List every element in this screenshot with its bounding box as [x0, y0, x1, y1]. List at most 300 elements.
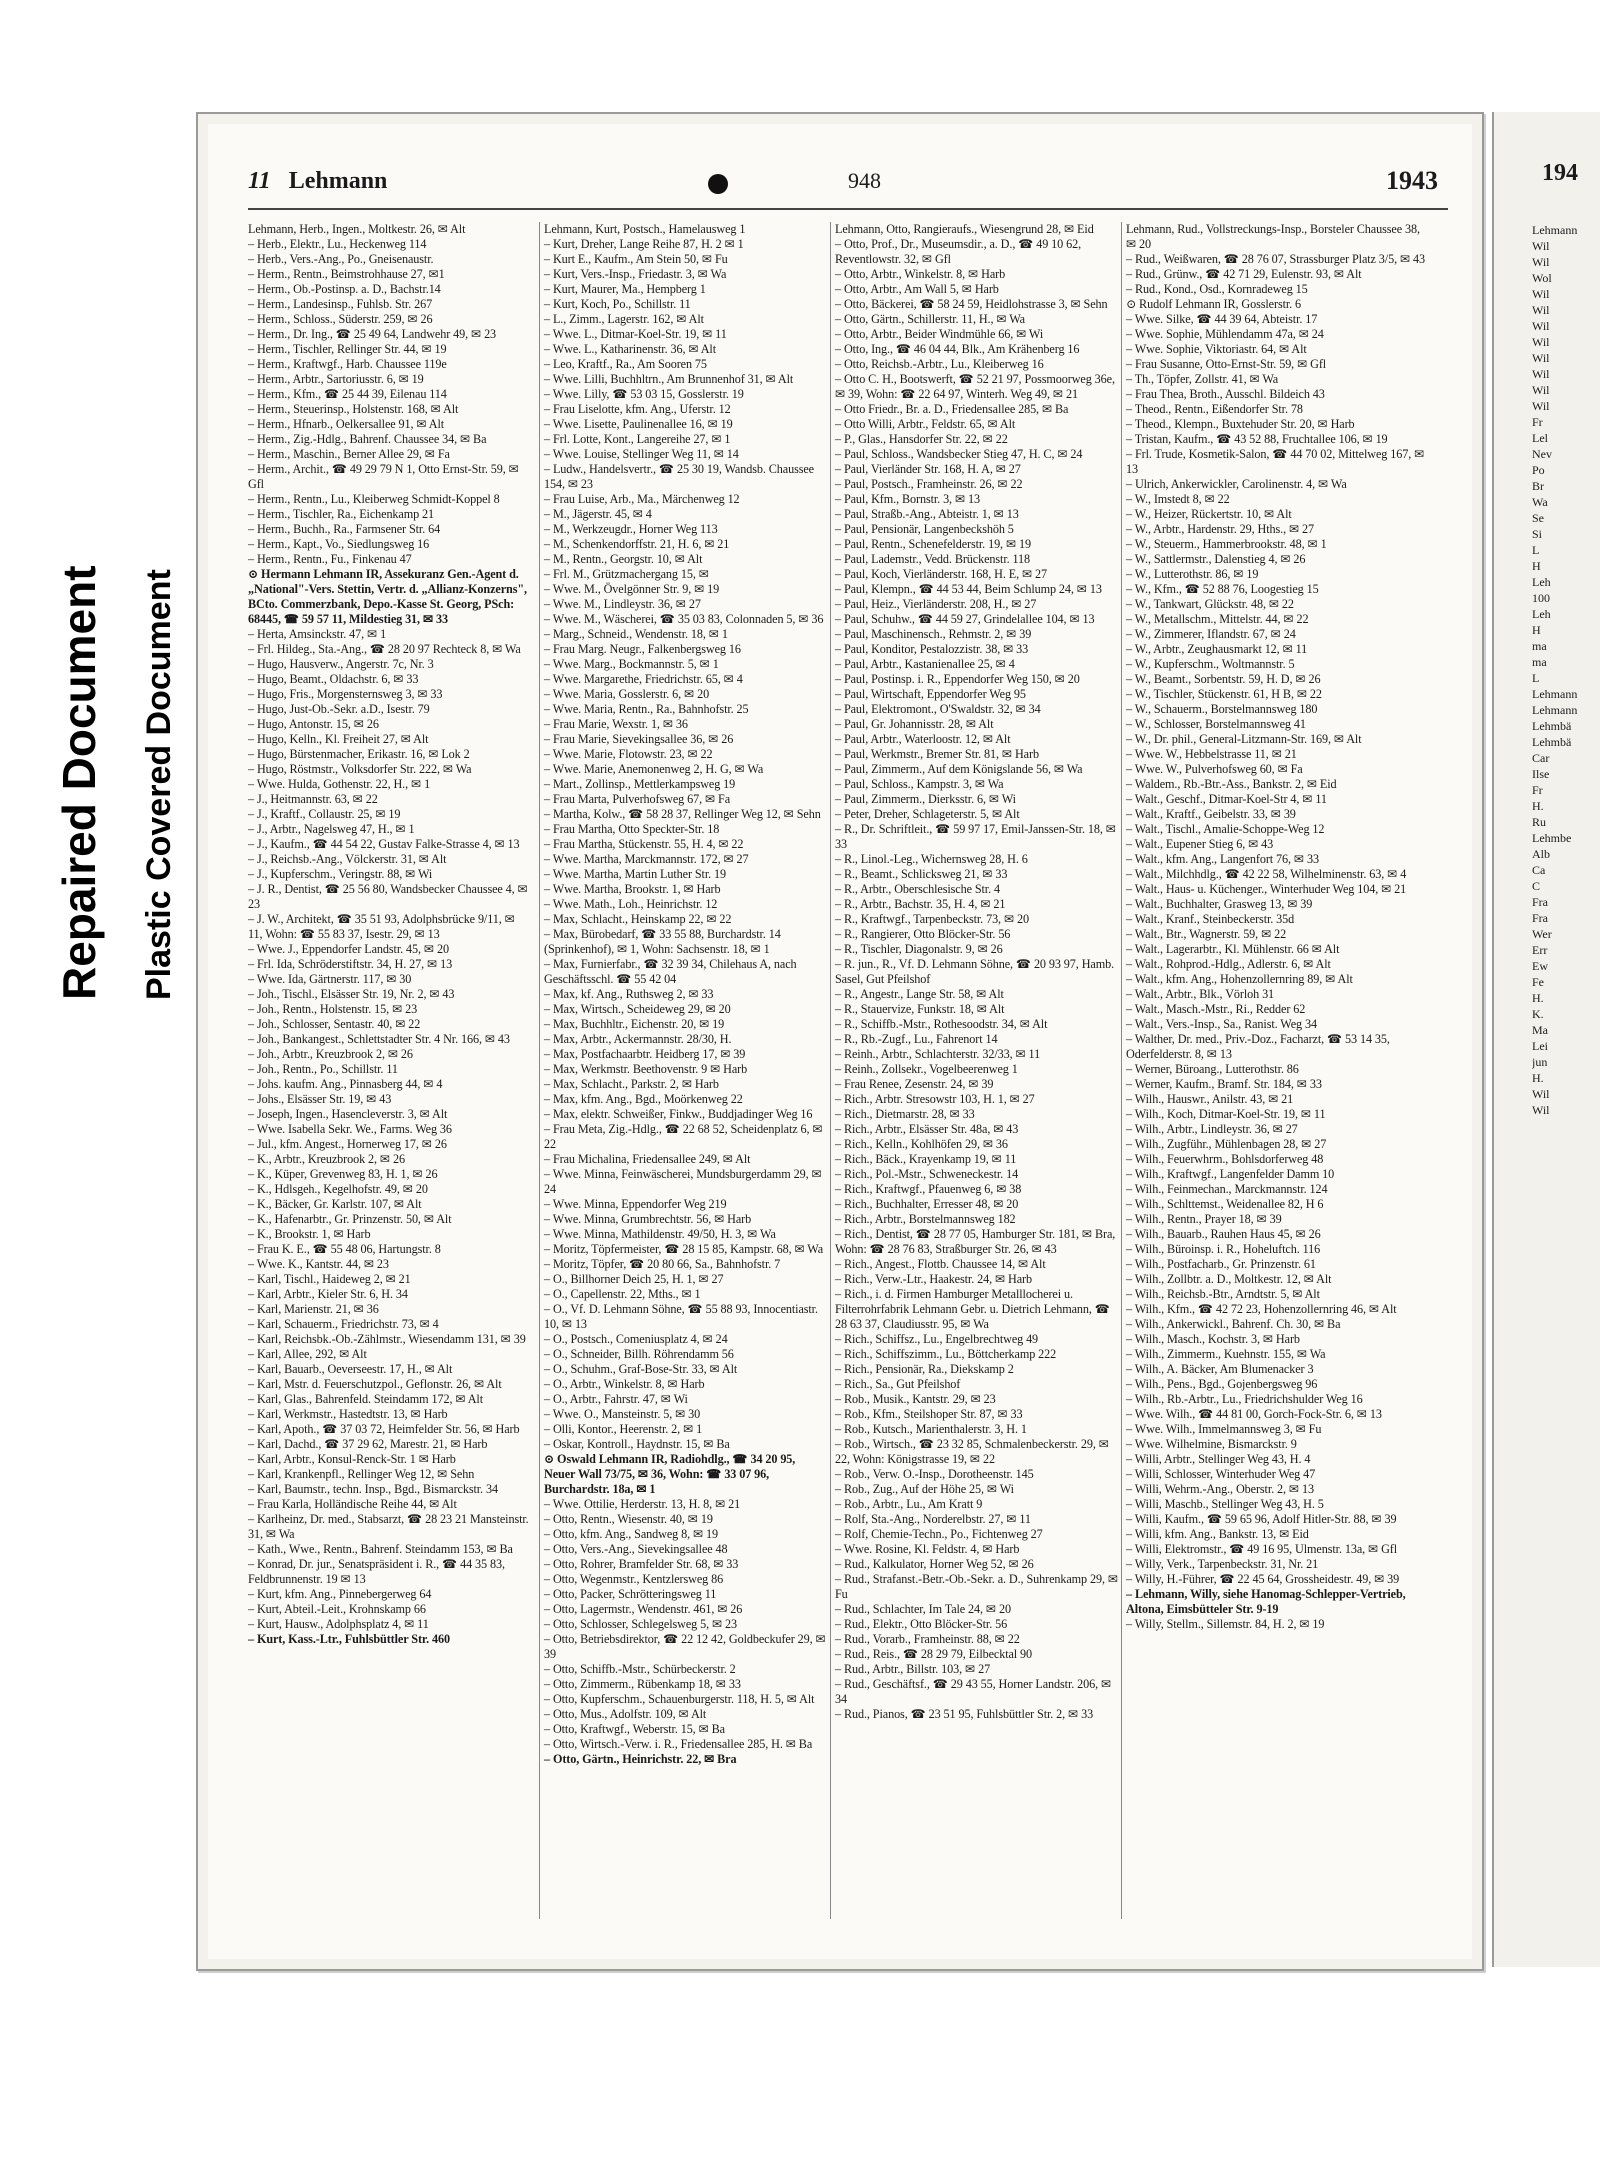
directory-entry: – W., Sattlermstr., Dalenstieg 4, ✉ 26	[1126, 552, 1306, 566]
adjacent-page-line: Wa	[1532, 495, 1548, 509]
directory-entry: – Joh., Bankangest., Schlettstadter Str. 4 Nr. 166, ✉ 43	[248, 1032, 510, 1046]
directory-entry: – Otto, Rohrer, Bramfelder Str. 68, ✉ 33	[544, 1557, 739, 1571]
directory-entry: – Max, elektr. Schweißer, Finkw., Buddjadinger Weg 16	[544, 1107, 813, 1121]
directory-entry: – Wwe. Wilh., ☎ 44 81 00, Gorch-Fock-Str. 6, ✉ 13	[1126, 1407, 1382, 1421]
directory-entry: – Kurt, Vers.-Insp., Friedastr. 3, ✉ Wa	[544, 267, 727, 281]
directory-entry: – Wwe. W., Pulverhofsweg 60, ✉ Fa	[1126, 762, 1303, 776]
directory-entry: – Otto, Schlosser, Schlegelsweg 5, ✉ 23	[544, 1617, 738, 1631]
directory-entry: – O., Schneider, Billh. Röhrendamm 56	[544, 1347, 734, 1361]
directory-entry: – Paul, Pensionär, Langenbeckshöh 5	[835, 522, 1014, 536]
directory-entry: – Otto, Zimmerm., Rübenkamp 18, ✉ 33	[544, 1677, 741, 1691]
directory-entry: – Wilh., Pens., Bgd., Gojenbergsweg 96	[1126, 1377, 1318, 1391]
directory-entry: – R., Arbtr., Oberschlesische Str. 4	[835, 882, 1000, 896]
directory-entry: – Waldem., Rb.-Btr.-Ass., Bankstr. 2, ✉ Eid	[1126, 777, 1337, 791]
directory-entry: – L., Zimm., Lagerstr. 162, ✉ Alt	[544, 312, 704, 326]
directory-entry: – Rich., Dietmarstr. 28, ✉ 33	[835, 1107, 975, 1121]
directory-entry: – Jul., kfm. Angest., Hornerweg 17, ✉ 26	[248, 1137, 447, 1151]
directory-entry: Lehmann, Rud., Vollstreckungs-Insp., Borsteler Chaussee 38, ✉ 20	[1126, 222, 1420, 251]
directory-entry: – Rud., Grünw., ☎ 42 71 29, Eulenstr. 93, ✉ Alt	[1126, 267, 1362, 281]
directory-entry: – Walt., Masch.-Mstr., Ri., Redder 62	[1126, 1002, 1306, 1016]
adjacent-page-line: L	[1532, 671, 1540, 685]
directory-entry: – M., Rentn., Georgstr. 10, ✉ Alt	[544, 552, 703, 566]
directory-entry: – Otto, Wegenmstr., Kentzlersweg 86	[544, 1572, 724, 1586]
directory-entry: – Marg., Schneid., Wendenstr. 18, ✉ 1	[544, 627, 728, 641]
directory-entry: – Karl, Werkmstr., Hastedtstr. 13, ✉ Harb	[248, 1407, 448, 1421]
directory-entry: – Paul, Straßb.-Ang., Abteistr. 1, ✉ 13	[835, 507, 1019, 521]
page-number: 948	[848, 168, 881, 193]
directory-entry: – W., Heizer, Rückertstr. 10, ✉ Alt	[1126, 507, 1292, 521]
directory-entry: – Joh., Arbtr., Kreuzbrook 2, ✉ 26	[248, 1047, 413, 1061]
directory-entry: – Karl, Schauerm., Friedrichstr. 73, ✉ 4	[248, 1317, 439, 1331]
adjacent-page-line: Fr	[1532, 783, 1543, 797]
adjacent-page-line: Wil	[1532, 383, 1550, 397]
directory-entry: – Herta, Amsinckstr. 47, ✉ 1	[248, 627, 387, 641]
directory-entry: – Frau Liselotte, kfm. Ang., Uferstr. 12	[544, 402, 731, 416]
directory-entry: ⊙ Rudolf Lehmann IR, Gosslerstr. 6	[1126, 297, 1302, 311]
directory-entry: – Frau Marie, Wexstr. 1, ✉ 36	[544, 717, 688, 731]
adjacent-page-line: Lehmbä	[1532, 735, 1572, 749]
directory-entry: – Wwe. Martha, Brookstr. 1, ✉ Harb	[544, 882, 721, 896]
adjacent-page-line: H.	[1532, 991, 1544, 1005]
directory-entry: – Otto, Gärtn., Heinrichstr. 22, ✉ Bra	[544, 1752, 737, 1766]
directory-entry: – Frau Thea, Broth., Ausschl. Bildeich 43	[1126, 387, 1325, 401]
directory-entry: – Paul, Rentn., Schenefelderstr. 19, ✉ 19	[835, 537, 1031, 551]
adjacent-page-line: H.	[1532, 799, 1544, 813]
directory-entry: – R., Kraftwgf., Tarpenbeckstr. 73, ✉ 20	[835, 912, 1029, 926]
directory-entry: – Leo, Kraftf., Ra., Am Sooren 75	[544, 357, 707, 371]
directory-entry: – Willi, Kaufm., ☎ 59 65 96, Adolf Hitler-Str. 88, ✉ 39	[1126, 1512, 1397, 1526]
directory-entry: – Rud., Strafanst.-Betr.-Ob.-Sekr. a. D., Suhrenkamp 29, ✉ Fu	[835, 1572, 1118, 1601]
directory-entry: – Otto, Arbtr., Winkelstr. 8, ✉ Harb	[835, 267, 1006, 281]
adjacent-page-line: Wil	[1532, 239, 1550, 253]
scanned-page	[196, 112, 1484, 1971]
directory-entry: – Rud., Schlachter, Im Tale 24, ✉ 20	[835, 1602, 1011, 1616]
directory-entry: – Max, Schlacht., Parkstr. 2, ✉ Harb	[544, 1077, 719, 1091]
adjacent-page-line: Wer	[1532, 927, 1552, 941]
directory-entry: – Wwe. Minna, Mathildenstr. 49/50, H. 3, ✉ Wa	[544, 1227, 776, 1241]
directory-entry: – Otto, Arbtr., Beider Windmühle 66, ✉ Wi	[835, 327, 1044, 341]
adjacent-page-line: Si	[1532, 527, 1543, 541]
directory-entry: – Otto, Ing., ☎ 46 04 44, Blk., Am Krähenberg 16	[835, 342, 1080, 356]
directory-entry: – O., Billhorner Deich 25, H. 1, ✉ 27	[544, 1272, 724, 1286]
directory-entry: – Wilh., Arbtr., Lindleystr. 36, ✉ 27	[1126, 1122, 1298, 1136]
directory-entry: – Hugo, Beamt., Oldachstr. 6, ✉ 33	[248, 672, 419, 686]
directory-entry: – Max, Arbtr., Ackermannstr. 28/30, H.	[544, 1032, 732, 1046]
directory-entry: – Wwe. Ida, Gärtnerstr. 117, ✉ 30	[248, 972, 412, 986]
directory-entry: – J., Kaufm., ☎ 44 54 22, Gustav Falke-Strasse 4, ✉ 13	[248, 837, 520, 851]
directory-entry: – Rud., Reis., ☎ 28 29 79, Eilbecktal 90	[835, 1647, 1033, 1661]
directory-entry: – Rich., Kelln., Kohlhöfen 29, ✉ 36	[835, 1137, 1008, 1151]
directory-entry: – Wwe. Math., Loh., Heinrichstr. 12	[544, 897, 718, 911]
directory-entry: – Rich., i. d. Firmen Hamburger Metalllocherei u. Filterrohrfabrik Lehmann Gebr. u. Dietrich Lehmann, ☎ 28 63 37, Claudiusstr. 95, ✉ Wa	[835, 1287, 1110, 1331]
directory-entry: – J., Heitmannstr. 63, ✉ 22	[248, 792, 378, 806]
directory-entry: – Otto, Packer, Schrötteringsweg 11	[544, 1587, 717, 1601]
directory-entry: – Walt., Arbtr., Blk., Vörloh 31	[1126, 987, 1275, 1001]
adjacent-page-line: Fra	[1532, 911, 1548, 925]
directory-entry: – Karl, Dachd., ☎ 37 29 62, Marestr. 21, ✉ Harb	[248, 1437, 488, 1451]
directory-entry: – W., Arbtr., Hardenstr. 29, Hths., ✉ 27	[1126, 522, 1315, 536]
directory-entry: – Otto C. H., Bootswerft, ☎ 52 21 97, Possmoorweg 36e, ✉ 39, Wohn: ☎ 22 64 97, Winterh. Weg 49, ✉ 21	[835, 372, 1115, 401]
adjacent-page-year: 194	[1542, 160, 1578, 186]
directory-entry: – Frl. Trude, Kosmetik-Salon, ☎ 44 70 02, Mittelweg 167, ✉ 13	[1126, 447, 1425, 476]
directory-entry: – Wwe. Lisette, Paulinenallee 16, ✉ 19	[544, 417, 733, 431]
directory-entry: – Herb., Vers.-Ang., Po., Gneisenaustr.	[248, 252, 434, 266]
directory-entry: – Wwe. Marg., Bockmannstr. 5, ✉ 1	[544, 657, 719, 671]
directory-entry: – Herb., Elektr., Lu., Heckenweg 114	[248, 237, 427, 251]
section-number: 11	[248, 168, 271, 194]
adjacent-page-line: Lehmbe	[1532, 831, 1572, 845]
directory-entry: – Rich., Schiffsz., Lu., Engelbrechtweg 49	[835, 1332, 1039, 1346]
directory-entry: – Wwe. Louise, Stellinger Weg 11, ✉ 14	[544, 447, 739, 461]
directory-entry: – Willi, Arbtr., Stellinger Weg 43, H. 4	[1126, 1452, 1311, 1466]
directory-entry: – Wilh., Schlttemst., Weidenallee 82, H 6	[1126, 1197, 1324, 1211]
directory-entry: – Herm., Dr. Ing., ☎ 25 49 64, Landwehr 49, ✉ 23	[248, 327, 497, 341]
adjacent-page-line: Po	[1532, 463, 1545, 477]
directory-entry: – Frau Renee, Zesenstr. 24, ✉ 39	[835, 1077, 994, 1091]
adjacent-page-line: Wil	[1532, 319, 1550, 333]
directory-entry: – Wwe. Rosine, Kl. Feldstr. 4, ✉ Harb	[835, 1542, 1020, 1556]
directory-entry: – Johs. kaufm. Ang., Pinnasberg 44, ✉ 4	[248, 1077, 443, 1091]
directory-entry: – Reinh., Zollsekr., Vogelbeerenweg 1	[835, 1062, 1018, 1076]
directory-entry: ⊙ Oswald Lehmann IR, Radiohdlg., ☎ 34 20 95, Neuer Wall 73/75, ✉ 36, Wohn: ☎ 33 07 96, Burchardstr. 18a, ✉ 1	[544, 1452, 796, 1496]
directory-entry: – Karl, Tischl., Haideweg 2, ✉ 21	[248, 1272, 411, 1286]
directory-entry: – O., Arbtr., Winkelstr. 8, ✉ Harb	[544, 1377, 705, 1391]
adjacent-page-line: Wil	[1532, 367, 1550, 381]
directory-entry: – R., Schiffb.-Mstr., Rothesoodstr. 34, ✉ Alt	[835, 1017, 1048, 1031]
directory-column-2	[539, 222, 827, 1919]
year: 1943	[1386, 166, 1438, 195]
directory-entry: – Wwe. Marie, Flotowstr. 23, ✉ 22	[544, 747, 713, 761]
directory-entry: – Wwe. M., Wäscherei, ☎ 35 03 83, Colonnaden 5, ✉ 36	[544, 612, 824, 626]
directory-entry: – W., Kupferschm., Woltmannstr. 5	[1126, 657, 1295, 671]
directory-entry: – R., Dr. Schriftleit., ☎ 59 97 17, Emil-Janssen-Str. 18, ✉ 33	[835, 822, 1116, 851]
directory-entry: – Willi, Wehrm.-Ang., Oberstr. 2, ✉ 13	[1126, 1482, 1314, 1496]
directory-entry: – Herm., Ob.-Postinsp. a. D., Bachstr.14	[248, 282, 441, 296]
directory-entry: – Wwe. M., Övelgönner Str. 9, ✉ 19	[544, 582, 720, 596]
directory-entry: – Otto, Arbtr., Am Wall 5, ✉ Harb	[835, 282, 999, 296]
directory-entry: – Frau Karla, Holländische Reihe 44, ✉ Alt	[248, 1497, 457, 1511]
directory-entry: – Herm., Steuerinsp., Holstenstr. 168, ✉ Alt	[248, 402, 459, 416]
directory-entry: – Wilh., Kraftwgf., Langenfelder Damm 10	[1126, 1167, 1335, 1181]
directory-entry: – Rolf, Sta.-Ang., Norderelbstr. 27, ✉ 11	[835, 1512, 1031, 1526]
adjacent-page-line: Wil	[1532, 303, 1550, 317]
directory-entry: – Rob., Verw. O.-Insp., Dorotheenstr. 145	[835, 1467, 1034, 1481]
directory-entry: – Herm., Schloss., Süderstr. 259, ✉ 26	[248, 312, 433, 326]
directory-entry: – Tristan, Kaufm., ☎ 43 52 88, Fruchtallee 106, ✉ 19	[1126, 432, 1388, 446]
adjacent-page-line: ma	[1532, 655, 1547, 669]
directory-entry: – W., Steuerm., Hammerbrookstr. 48, ✉ 1	[1126, 537, 1327, 551]
adjacent-page-line: Err	[1532, 943, 1548, 957]
directory-entry: – Herm., Rentn., Lu., Kleiberweg Schmidt-Koppel 8	[248, 492, 500, 506]
adjacent-page-line: Lehmbä	[1532, 719, 1572, 733]
directory-entry: – Joh., Rentn., Holstenstr. 15, ✉ 23	[248, 1002, 418, 1016]
directory-entry: – Paul, Schloss., Wandsbecker Stieg 47, H. C, ✉ 24	[835, 447, 1083, 461]
directory-entry: – Wwe. O., Mansteinstr. 5, ✉ 30	[544, 1407, 701, 1421]
directory-entry: – W., Arbtr., Zeughausmarkt 12, ✉ 11	[1126, 642, 1308, 656]
directory-entry: – Herm., Zig.-Hdlg., Bahrenf. Chaussee 34, ✉ Ba	[248, 432, 487, 446]
directory-entry: – Wwe. Silke, ☎ 44 39 64, Abteistr. 17	[1126, 312, 1318, 326]
directory-entry: – R. jun., R., Vf. D. Lehmann Söhne, ☎ 20 93 97, Hamb. Sasel, Gut Pfeilshof	[835, 957, 1115, 986]
directory-entry: – W., Imstedt 8, ✉ 22	[1126, 492, 1230, 506]
adjacent-page-line: Leh	[1532, 575, 1551, 589]
adjacent-page-line: Wil	[1532, 255, 1550, 269]
directory-entry: – W., Beamt., Sorbentstr. 59, H. D, ✉ 26	[1126, 672, 1321, 686]
directory-entry: – Wwe. Maria, Rentn., Ra., Bahnhofstr. 25	[544, 702, 749, 716]
directory-entry: – Otto, Kupferschm., Schauenburgerstr. 118, H. 5, ✉ Alt	[544, 1692, 815, 1706]
directory-entry: – Willy, Stellm., Sillemstr. 84, H. 2, ✉ 19	[1126, 1617, 1325, 1631]
directory-entry: – Wilh., Rentn., Prayer 18, ✉ 39	[1126, 1212, 1282, 1226]
directory-entry: – Joh., Rentn., Po., Schillstr. 11	[248, 1062, 398, 1076]
directory-entry: – Rob., Musik., Kantstr. 29, ✉ 23	[835, 1392, 996, 1406]
directory-entry: – Rich., Sa., Gut Pfeilshof	[835, 1377, 961, 1391]
page-content	[208, 124, 1472, 1959]
directory-entry: – Frau Meta, Zig.-Hdlg., ☎ 22 68 52, Scheidenplatz 6, ✉ 22	[544, 1122, 823, 1151]
directory-entry: – Wilh., Reichsb.-Btr., Arndtstr. 5, ✉ Alt	[1126, 1287, 1320, 1301]
directory-entry: – Otto, Prof., Dr., Museumsdir., a. D., ☎ 49 10 62, Reventlowstr. 32, ✉ Gfl	[835, 237, 1082, 266]
directory-entry: – Karl, Bauarb., Oeverseestr. 17, H., ✉ Alt	[248, 1362, 453, 1376]
directory-entry: – Walt., Btr., Wagnerstr. 59, ✉ 22	[1126, 927, 1287, 941]
directory-entry: – Kurt E., Kaufm., Am Stein 50, ✉ Fu	[544, 252, 728, 266]
directory-entry: – Frau Luise, Arb., Ma., Märchenweg 12	[544, 492, 740, 506]
directory-entry: – W., Schlosser, Borstelmannsweg 41	[1126, 717, 1306, 731]
directory-entry: – Rob., Kutsch., Marienthalerstr. 3, H. 1	[835, 1422, 1027, 1436]
directory-entry: – Kurt, Kass.-Ltr., Fuhlsbüttler Str. 460	[248, 1632, 450, 1646]
directory-entry: – Frl. M., Grützmachergang 15, ✉	[544, 567, 709, 581]
directory-entry: – Kurt, Dreher, Lange Reihe 87, H. 2 ✉ 1	[544, 237, 744, 251]
directory-entry: – Paul, Arbtr., Waterloostr. 12, ✉ Alt	[835, 732, 1011, 746]
directory-entry: – Willi, Maschb., Stellinger Weg 43, H. 5	[1126, 1497, 1324, 1511]
directory-entry: – Kurt, Abteil.-Leit., Krohnskamp 66	[248, 1602, 426, 1616]
adjacent-page-line: Ma	[1532, 1023, 1548, 1037]
directory-entry: – Wwe. Sophie, Viktoriastr. 64, ✉ Alt	[1126, 342, 1307, 356]
directory-entry: – Wwe. Margarethe, Friedrichstr. 65, ✉ 4	[544, 672, 743, 686]
directory-entry: – Herm., Landesinsp., Fuhlsb. Str. 267	[248, 297, 433, 311]
directory-entry: – Paul, Zimmerm., Dierksstr. 6, ✉ Wi	[835, 792, 1016, 806]
directory-entry: – Frau Marie, Sievekingsallee 36, ✉ 26	[544, 732, 734, 746]
directory-entry: – Wilh., Büroinsp. i. R., Hoheluftch. 116	[1126, 1242, 1321, 1256]
directory-entry: – Wwe. Maria, Gosslerstr. 6, ✉ 20	[544, 687, 710, 701]
adjacent-page-line: C	[1532, 879, 1541, 893]
directory-entry: – Rolf, Chemie-Techn., Po., Fichtenweg 27	[835, 1527, 1043, 1541]
adjacent-page-line: H.	[1532, 1071, 1544, 1085]
directory-entry: – Walt., Kraftf., Geibelstr. 33, ✉ 39	[1126, 807, 1296, 821]
directory-entry: – Max, Furnierfabr., ☎ 32 39 34, Chilehaus A, nach Geschäftsschl. ☎ 55 42 04	[544, 957, 797, 986]
directory-entry: – Wilh., Masch., Kochstr. 3, ✉ Harb	[1126, 1332, 1300, 1346]
directory-entry: – Walt., Vers.-Insp., Sa., Ranist. Weg 34	[1126, 1017, 1317, 1031]
directory-entry: – Frl. Hildeg., Sta.-Ang., ☎ 28 20 97 Rechteck 8, ✉ Wa	[248, 642, 521, 656]
directory-entry: – Wilh., Ankerwickl., Bahrenf. Ch. 30, ✉ Ba	[1126, 1317, 1341, 1331]
directory-entry: – Werner, Kaufm., Bramf. Str. 184, ✉ 33	[1126, 1077, 1322, 1091]
directory-entry: – Wilh., Hauswr., Anilstr. 43, ✉ 21	[1126, 1092, 1294, 1106]
adjacent-page-line: Fe	[1532, 975, 1544, 989]
directory-entry: – Rich., Kraftwgf., Pfauenweg 6, ✉ 38	[835, 1182, 1022, 1196]
directory-entry: – Otto, Bäckerei, ☎ 58 24 59, Heidlohstrasse 3, ✉ Sehn	[835, 297, 1108, 311]
directory-entry: – Herm., Kraftwgf., Harb. Chaussee 119e	[248, 357, 447, 371]
directory-entry: – Johs., Elsässer Str. 19, ✉ 43	[248, 1092, 392, 1106]
directory-entry: – M., Schenkendorffstr. 21, H. 6, ✉ 21	[544, 537, 730, 551]
directory-entry: – Max, Werkmstr. Beethovenstr. 9 ✉ Harb	[544, 1062, 748, 1076]
directory-entry: – Karl, Krankenpfl., Rellinger Weg 12, ✉ Sehn	[248, 1467, 475, 1481]
directory-entry: – Kath., Wwe., Rentn., Bahrenf. Steindamm 153, ✉ Ba	[248, 1542, 513, 1556]
directory-entry: – Herm., Maschin., Berner Allee 29, ✉ Fa	[248, 447, 450, 461]
adjacent-page-line: Lehmann	[1532, 687, 1578, 701]
directory-entry: – Wilh., Zimmerm., Kuehnstr. 155, ✉ Wa	[1126, 1347, 1326, 1361]
directory-columns	[248, 222, 1448, 1919]
adjacent-page-edge	[1492, 112, 1600, 1967]
directory-entry: – Ludw., Handelsvertr., ☎ 25 30 19, Wandsb. Chaussee 154, ✉ 23	[544, 462, 814, 491]
directory-entry: – Karl, Arbtr., Kieler Str. 6, H. 34	[248, 1287, 408, 1301]
directory-entry: – Rob., Arbtr., Lu., Am Kratt 9	[835, 1497, 983, 1511]
directory-entry: – Otto Friedr., Br. a. D., Friedensallee 285, ✉ Ba	[835, 402, 1069, 416]
directory-entry: – Mart., Zollinsp., Mettlerkampsweg 19	[544, 777, 736, 791]
adjacent-page-line: Wil	[1532, 1087, 1550, 1101]
directory-entry: – Max, Bürobedarf, ☎ 33 55 88, Burchardstr. 14 (Sprinkenhof), ✉ 1, Wohn: Sachsenstr. 18, ✉ 1	[544, 927, 781, 956]
directory-entry: – Max, Postfachaarbtr. Heidberg 17, ✉ 39	[544, 1047, 746, 1061]
directory-column-3	[830, 222, 1118, 1919]
directory-entry: – Max, kfm. Ang., Bgd., Moörkenweg 22	[544, 1092, 743, 1106]
directory-entry: – Paul, Koch, Vierländerstr. 168, H. E, ✉ 27	[835, 567, 1048, 581]
directory-entry: – J., Reichsb.-Ang., Völckerstr. 31, ✉ Alt	[248, 852, 447, 866]
directory-entry: – J. W., Architekt, ☎ 35 51 93, Adolphsbrücke 9/11, ✉ 11, Wohn: ☎ 55 83 37, Isestr. 29, ✉ 13	[248, 912, 515, 941]
directory-column-1	[248, 222, 531, 1919]
adjacent-page-line: Lei	[1532, 1039, 1548, 1053]
directory-entry: – Rud., Kond., Osd., Kornradeweg 15	[1126, 282, 1308, 296]
directory-entry: – J., Kraftf., Collaustr. 25, ✉ 19	[248, 807, 401, 821]
directory-entry: – Wilh., Zugführ., Mühlenbagen 28, ✉ 27	[1126, 1137, 1327, 1151]
directory-column-4	[1121, 222, 1426, 1919]
directory-entry: – Hugo, Kelln., Kl. Freiheit 27, ✉ Alt	[248, 732, 429, 746]
directory-entry: – Otto Willi, Arbtr., Feldstr. 65, ✉ Alt	[835, 417, 1016, 431]
adjacent-page-line: Ca	[1532, 863, 1546, 877]
directory-entry: – Karl, Mstr. d. Feuerschutzpol., Geflonstr. 26, ✉ Alt	[248, 1377, 502, 1391]
directory-entry: – Herm., Tischler, Ra., Eichenkamp 21	[248, 507, 435, 521]
directory-entry: – Otto, Schiffb.-Mstr., Schürbeckerstr. 2	[544, 1662, 736, 1676]
adjacent-page-line: H	[1532, 559, 1541, 573]
directory-entry: – R., Rb.-Zugf., Lu., Fahrenort 14	[835, 1032, 998, 1046]
directory-entry: – W., Tischler, Stückenstr. 61, H B, ✉ 22	[1126, 687, 1322, 701]
adjacent-page-line: Fra	[1532, 895, 1548, 909]
directory-entry: – Wilh., Feuerwhrm., Bohlsdorferweg 48	[1126, 1152, 1324, 1166]
directory-entry: – Otto, Kraftwgf., Weberstr. 15, ✉ Ba	[544, 1722, 725, 1736]
directory-entry: – Wwe. J., Eppendorfer Landstr. 45, ✉ 20	[248, 942, 449, 956]
directory-entry: – W., Tankwart, Glückstr. 48, ✉ 22	[1126, 597, 1294, 611]
directory-entry: – Rich., Pensionär, Ra., Diekskamp 2	[835, 1362, 1014, 1376]
directory-entry: – Frau Martha, Stückenstr. 55, H. 4, ✉ 22	[544, 837, 744, 851]
directory-entry: – Wilh., A. Bäcker, Am Blumenacker 3	[1126, 1362, 1314, 1376]
directory-entry: – Herm., Rentn., Fu., Finkenau 47	[248, 552, 412, 566]
directory-entry: – J. R., Dentist, ☎ 25 56 80, Wandsbecker Chaussee 4, ✉ 23	[248, 882, 528, 911]
directory-entry: – Paul, Vierländer Str. 168, H. A, ✉ 27	[835, 462, 1021, 476]
directory-entry: – Wwe. K., Kantstr. 44, ✉ 23	[248, 1257, 389, 1271]
directory-entry: – Paul, Kfm., Bornstr. 3, ✉ 13	[835, 492, 980, 506]
directory-entry: – Lehmann, Willy, siehe Hanomag-Schlepper-Vertrieb, Altona, Eimsbütteler Str. 9-19	[1126, 1587, 1406, 1616]
directory-entry: – Rud., Geschäftsf., ☎ 29 43 55, Horner Landstr. 206, ✉ 34	[835, 1677, 1112, 1706]
directory-entry: – Hugo, Hausverw., Angerstr. 7c, Nr. 3	[248, 657, 434, 671]
adjacent-page-line: Br	[1532, 479, 1544, 493]
directory-entry: – Paul, Klempn., ☎ 44 53 44, Beim Schlump 24, ✉ 13	[835, 582, 1102, 596]
directory-entry: – Paul, Gr. Johannisstr. 28, ✉ Alt	[835, 717, 994, 731]
directory-entry: – Paul, Elektromont., O'Swaldstr. 32, ✉ 34	[835, 702, 1041, 716]
directory-entry: – O., Postsch., Comeniusplatz 4, ✉ 24	[544, 1332, 728, 1346]
directory-entry: – Moritz, Töpfer, ☎ 20 80 66, Sa., Bahnhofstr. 7	[544, 1257, 781, 1271]
directory-entry: – Paul, Zimmerm., Auf dem Königslande 56, ✉ Wa	[835, 762, 1083, 776]
directory-entry: – Walther, Dr. med., Priv.-Doz., Facharzt, ☎ 53 14 35, Oderfelderstr. 8, ✉ 13	[1126, 1032, 1390, 1061]
directory-entry: – Otto, kfm. Ang., Sandweg 8, ✉ 19	[544, 1527, 719, 1541]
adjacent-page-line: Wol	[1532, 271, 1552, 285]
directory-entry: – Hugo, Just-Ob.-Sekr. a.D., Isestr. 79	[248, 702, 430, 716]
directory-entry: – Kurt, Maurer, Ma., Hempberg 1	[544, 282, 706, 296]
directory-entry: – Frl. Lotte, Kont., Langereihe 27, ✉ 1	[544, 432, 731, 446]
directory-entry: – Walt., Kranf., Steinbeckerstr. 35d	[1126, 912, 1295, 926]
directory-entry: – K., Hdlsgeh., Kegelhofstr. 49, ✉ 20	[248, 1182, 428, 1196]
directory-entry: – Rob., Kfm., Steilshoper Str. 87, ✉ 33	[835, 1407, 1023, 1421]
adjacent-page-line: Wil	[1532, 1103, 1550, 1117]
running-head	[248, 168, 387, 195]
directory-entry: – Wwe. Sophie, Mühlendamm 47a, ✉ 24	[1126, 327, 1324, 341]
adjacent-page-line: Alb	[1532, 847, 1550, 861]
directory-entry: – Max, kf. Ang., Ruthsweg 2, ✉ 33	[544, 987, 714, 1001]
adjacent-page-line: Wil	[1532, 399, 1550, 413]
directory-entry: – R., Linol.-Leg., Wichernsweg 28, H. 6	[835, 852, 1028, 866]
directory-entry: – K., Arbtr., Kreuzbrook 2, ✉ 26	[248, 1152, 405, 1166]
directory-entry: – Rud., Pianos, ☎ 23 51 95, Fuhlsbüttler Str. 2, ✉ 33	[835, 1707, 1094, 1721]
directory-entry: – Willi, Schlosser, Winterhuder Weg 47	[1126, 1467, 1316, 1481]
directory-entry: – Hugo, Röstmstr., Volksdorfer Str. 222, ✉ Wa	[248, 762, 472, 776]
directory-entry: – Paul, Lademstr., Vedd. Brückenstr. 118	[835, 552, 1031, 566]
directory-entry: – Max, Buchhltr., Eichenstr. 20, ✉ 19	[544, 1017, 725, 1031]
directory-entry: – R., Tischler, Diagonalstr. 9, ✉ 26	[835, 942, 1003, 956]
directory-entry: – Wilh., Feinmechan., Marckmannstr. 124	[1126, 1182, 1328, 1196]
adjacent-page-line: Se	[1532, 511, 1544, 525]
directory-entry: – Herm., Kfm., ☎ 25 44 39, Eilenau 114	[248, 387, 447, 401]
directory-entry: – Willi, kfm. Ang., Bankstr. 13, ✉ Eid	[1126, 1527, 1309, 1541]
directory-entry: – Karlheinz, Dr. med., Stabsarzt, ☎ 28 23 21 Mansteinstr. 31, ✉ Wa	[248, 1512, 529, 1541]
directory-entry: – Paul, Postsch., Framheinstr. 26, ✉ 22	[835, 477, 1023, 491]
directory-entry: – Willy, Verk., Tarpenbeckstr. 31, Nr. 21	[1126, 1557, 1319, 1571]
directory-entry: – Wwe. Martha, Marckmannstr. 172, ✉ 27	[544, 852, 749, 866]
directory-entry: – Rud., Kalkulator, Horner Weg 52, ✉ 26	[835, 1557, 1034, 1571]
directory-entry: – Herm., Kapt., Vo., Siedlungsweg 16	[248, 537, 430, 551]
directory-entry: – Otto, Mus., Adolfstr. 109, ✉ Alt	[544, 1707, 707, 1721]
directory-entry: – Werner, Büroang., Lutterothstr. 86	[1126, 1062, 1299, 1076]
adjacent-page-line: Car	[1532, 751, 1550, 765]
directory-entry: Lehmann, Herb., Ingen., Moltkestr. 26, ✉ Alt	[248, 222, 466, 236]
directory-entry: – W., Schauerm., Borstelmannsweg 180	[1126, 702, 1318, 716]
directory-entry: – Wwe. Ottilie, Herderstr. 13, H. 8, ✉ 21	[544, 1497, 741, 1511]
directory-entry: – W., Metallschm., Mittelstr. 44, ✉ 22	[1126, 612, 1309, 626]
directory-entry: – Frau Marg. Neugr., Falkenbergsweg 16	[544, 642, 741, 656]
adjacent-page-line: Lel	[1532, 431, 1548, 445]
directory-entry: – W., Zimmerer, Iflandstr. 67, ✉ 24	[1126, 627, 1296, 641]
directory-entry: – Karl, Reichsbk.-Ob.-Zählmstr., Wiesendamm 131, ✉ 39	[248, 1332, 526, 1346]
directory-entry: – Karl, Baumstr., techn. Insp., Bgd., Bismarckstr. 34	[248, 1482, 498, 1496]
directory-entry: – Konrad, Dr. jur., Senatspräsident i. R., ☎ 44 35 83, Feldbrunnenstr. 19 ✉ 13	[248, 1557, 505, 1586]
directory-entry: – Paul, Konditor, Pestalozzistr. 38, ✉ 33	[835, 642, 1029, 656]
directory-entry: – Hugo, Bürstenmacher, Erikastr. 16, ✉ Lok 2	[248, 747, 470, 761]
adjacent-page-line: jun	[1532, 1055, 1548, 1069]
directory-entry: – Otto, Reichsb.-Arbtr., Lu., Kleiberweg 16	[835, 357, 1044, 371]
directory-entry: – Rich., Bäck., Krayenkamp 19, ✉ 11	[835, 1152, 1017, 1166]
directory-entry: – Frl. Ida, Schröderstiftstr. 34, H. 27, ✉ 13	[248, 957, 453, 971]
directory-entry: Lehmann, Kurt, Postsch., Hamelausweg 1	[544, 222, 746, 236]
binding-hole-dot	[708, 174, 728, 194]
directory-entry: – Wwe. L., Ditmar-Koel-Str. 19, ✉ 11	[544, 327, 727, 341]
directory-entry: – Karl, Allee, 292, ✉ Alt	[248, 1347, 367, 1361]
directory-entry: – Wilh., Postfacharb., Gr. Prinzenstr. 61	[1126, 1257, 1316, 1271]
directory-entry: – Rob., Wirtsch., ☎ 23 32 85, Schmalenbeckerstr. 29, ✉ 22, Wohn: Königstrasse 19, ✉ 22	[835, 1437, 1109, 1466]
directory-entry: – Herm., Buchh., Ra., Farmsener Str. 64	[248, 522, 441, 536]
directory-entry: – R., Stauervize, Funkstr. 18, ✉ Alt	[835, 1002, 1005, 1016]
